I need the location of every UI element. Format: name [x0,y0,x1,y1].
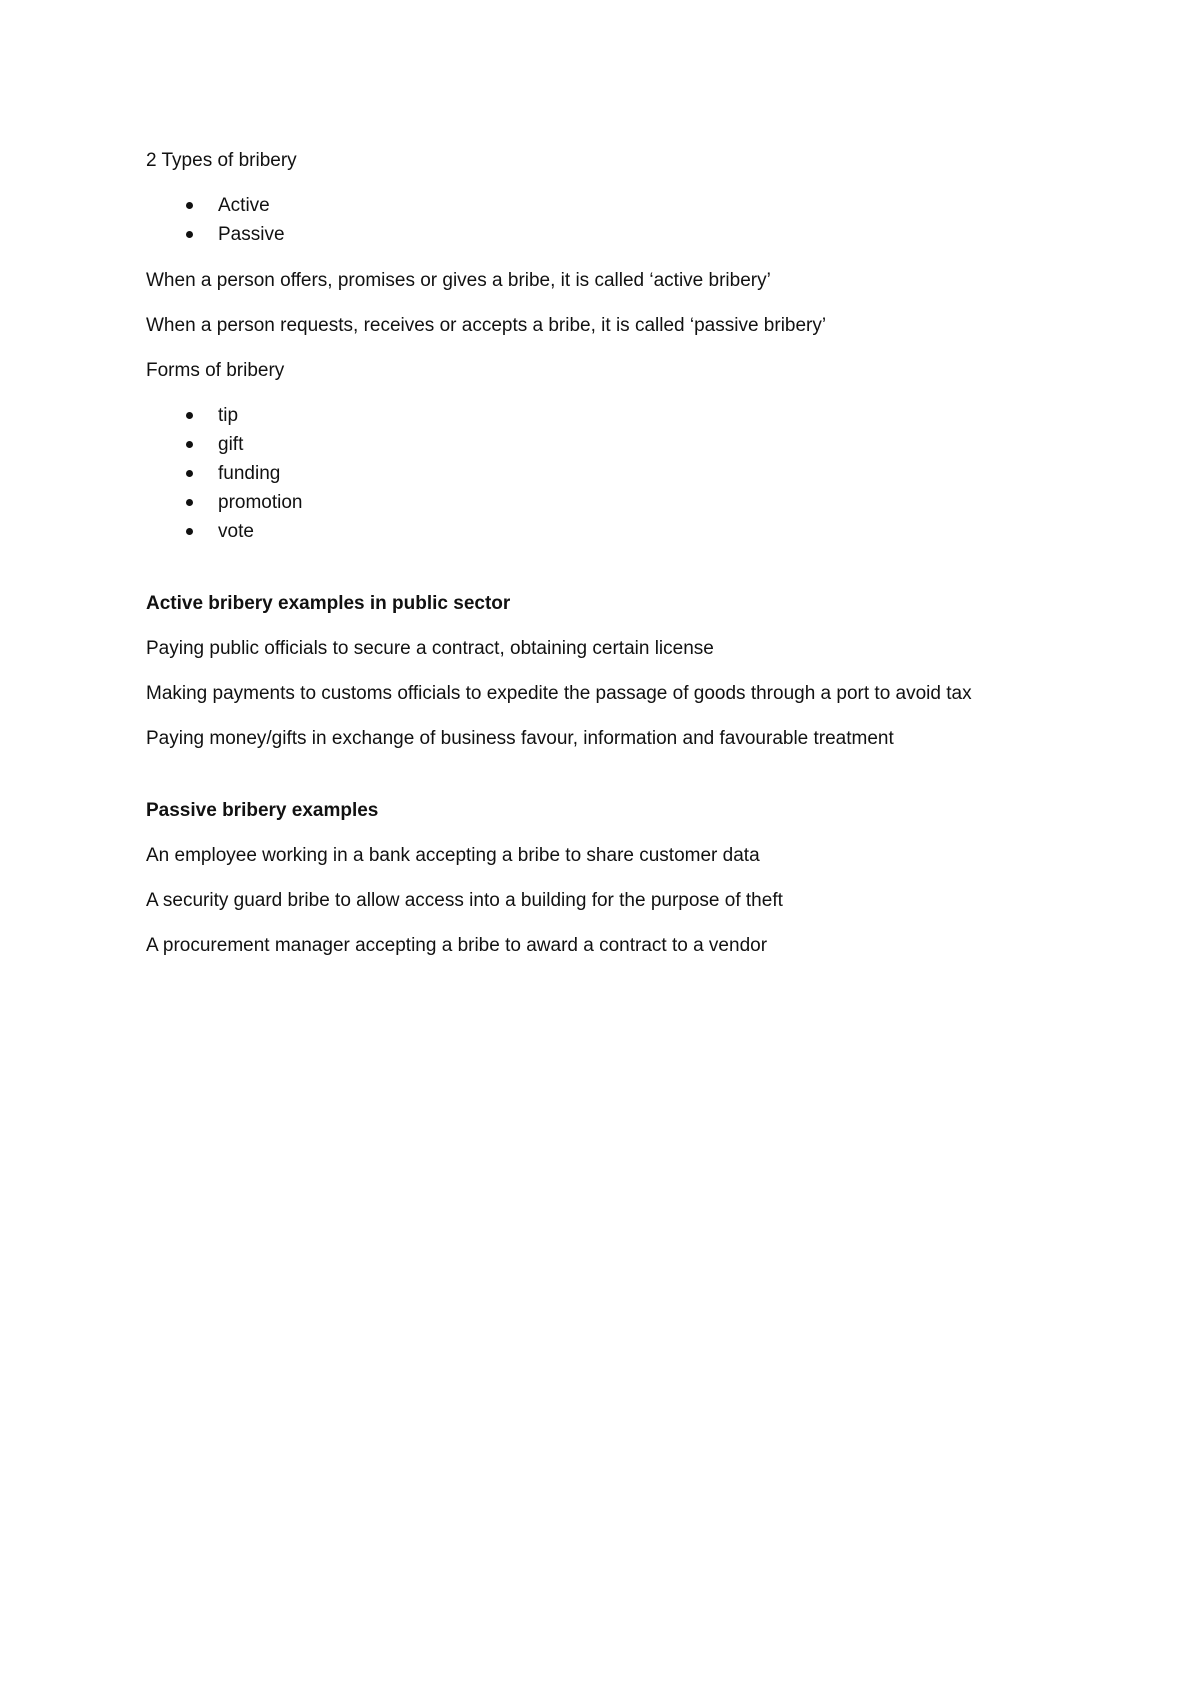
list-item-label: promotion [218,492,303,513]
bullet-icon [186,499,193,506]
bullet-icon [186,470,193,477]
types-heading: 2 Types of bribery [146,150,297,171]
bullet-icon [186,441,193,448]
passive-example: A security guard bribe to allow access into a building for the purpose of theft [146,890,783,911]
active-definition: When a person offers, promises or gives a bribe, it is called ‘active bribery’ [146,270,771,291]
list-item [146,488,1066,517]
forms-list [146,401,1066,546]
list-item [146,459,1066,488]
passive-definition: When a person requests, receives or accepts a bribe, it is called ‘passive bribery’ [146,315,827,336]
list-item [146,401,1066,430]
active-examples-heading: Active bribery examples in public sector [146,593,511,614]
forms-heading: Forms of bribery [146,360,285,381]
list-item-label: gift [218,434,244,455]
list-item [146,191,1066,220]
passive-example: An employee working in a bank accepting a bribe to share customer data [146,845,760,866]
active-example: Paying money/gifts in exchange of business favour, information and favourable treatment [146,728,894,749]
list-item-label: Passive [218,224,285,245]
bullet-icon [186,528,193,535]
active-example: Making payments to customs officials to expedite the passage of goods through a port to avoid tax [146,683,972,704]
list-item-label: Active [218,195,270,216]
active-example: Paying public officials to secure a contract, obtaining certain license [146,638,714,659]
bullet-icon [186,412,193,419]
list-item [146,220,1066,249]
passive-examples-heading: Passive bribery examples [146,800,379,821]
list-item [146,430,1066,459]
list-item [146,517,1066,546]
list-item-label: funding [218,463,281,484]
list-item-label: vote [218,521,254,542]
list-item-label: tip [218,405,239,426]
bullet-icon [186,202,193,209]
document-body [146,146,1066,960]
passive-example: A procurement manager accepting a bribe to award a contract to a vendor [146,935,768,956]
bullet-icon [186,231,193,238]
types-list [146,191,1066,249]
